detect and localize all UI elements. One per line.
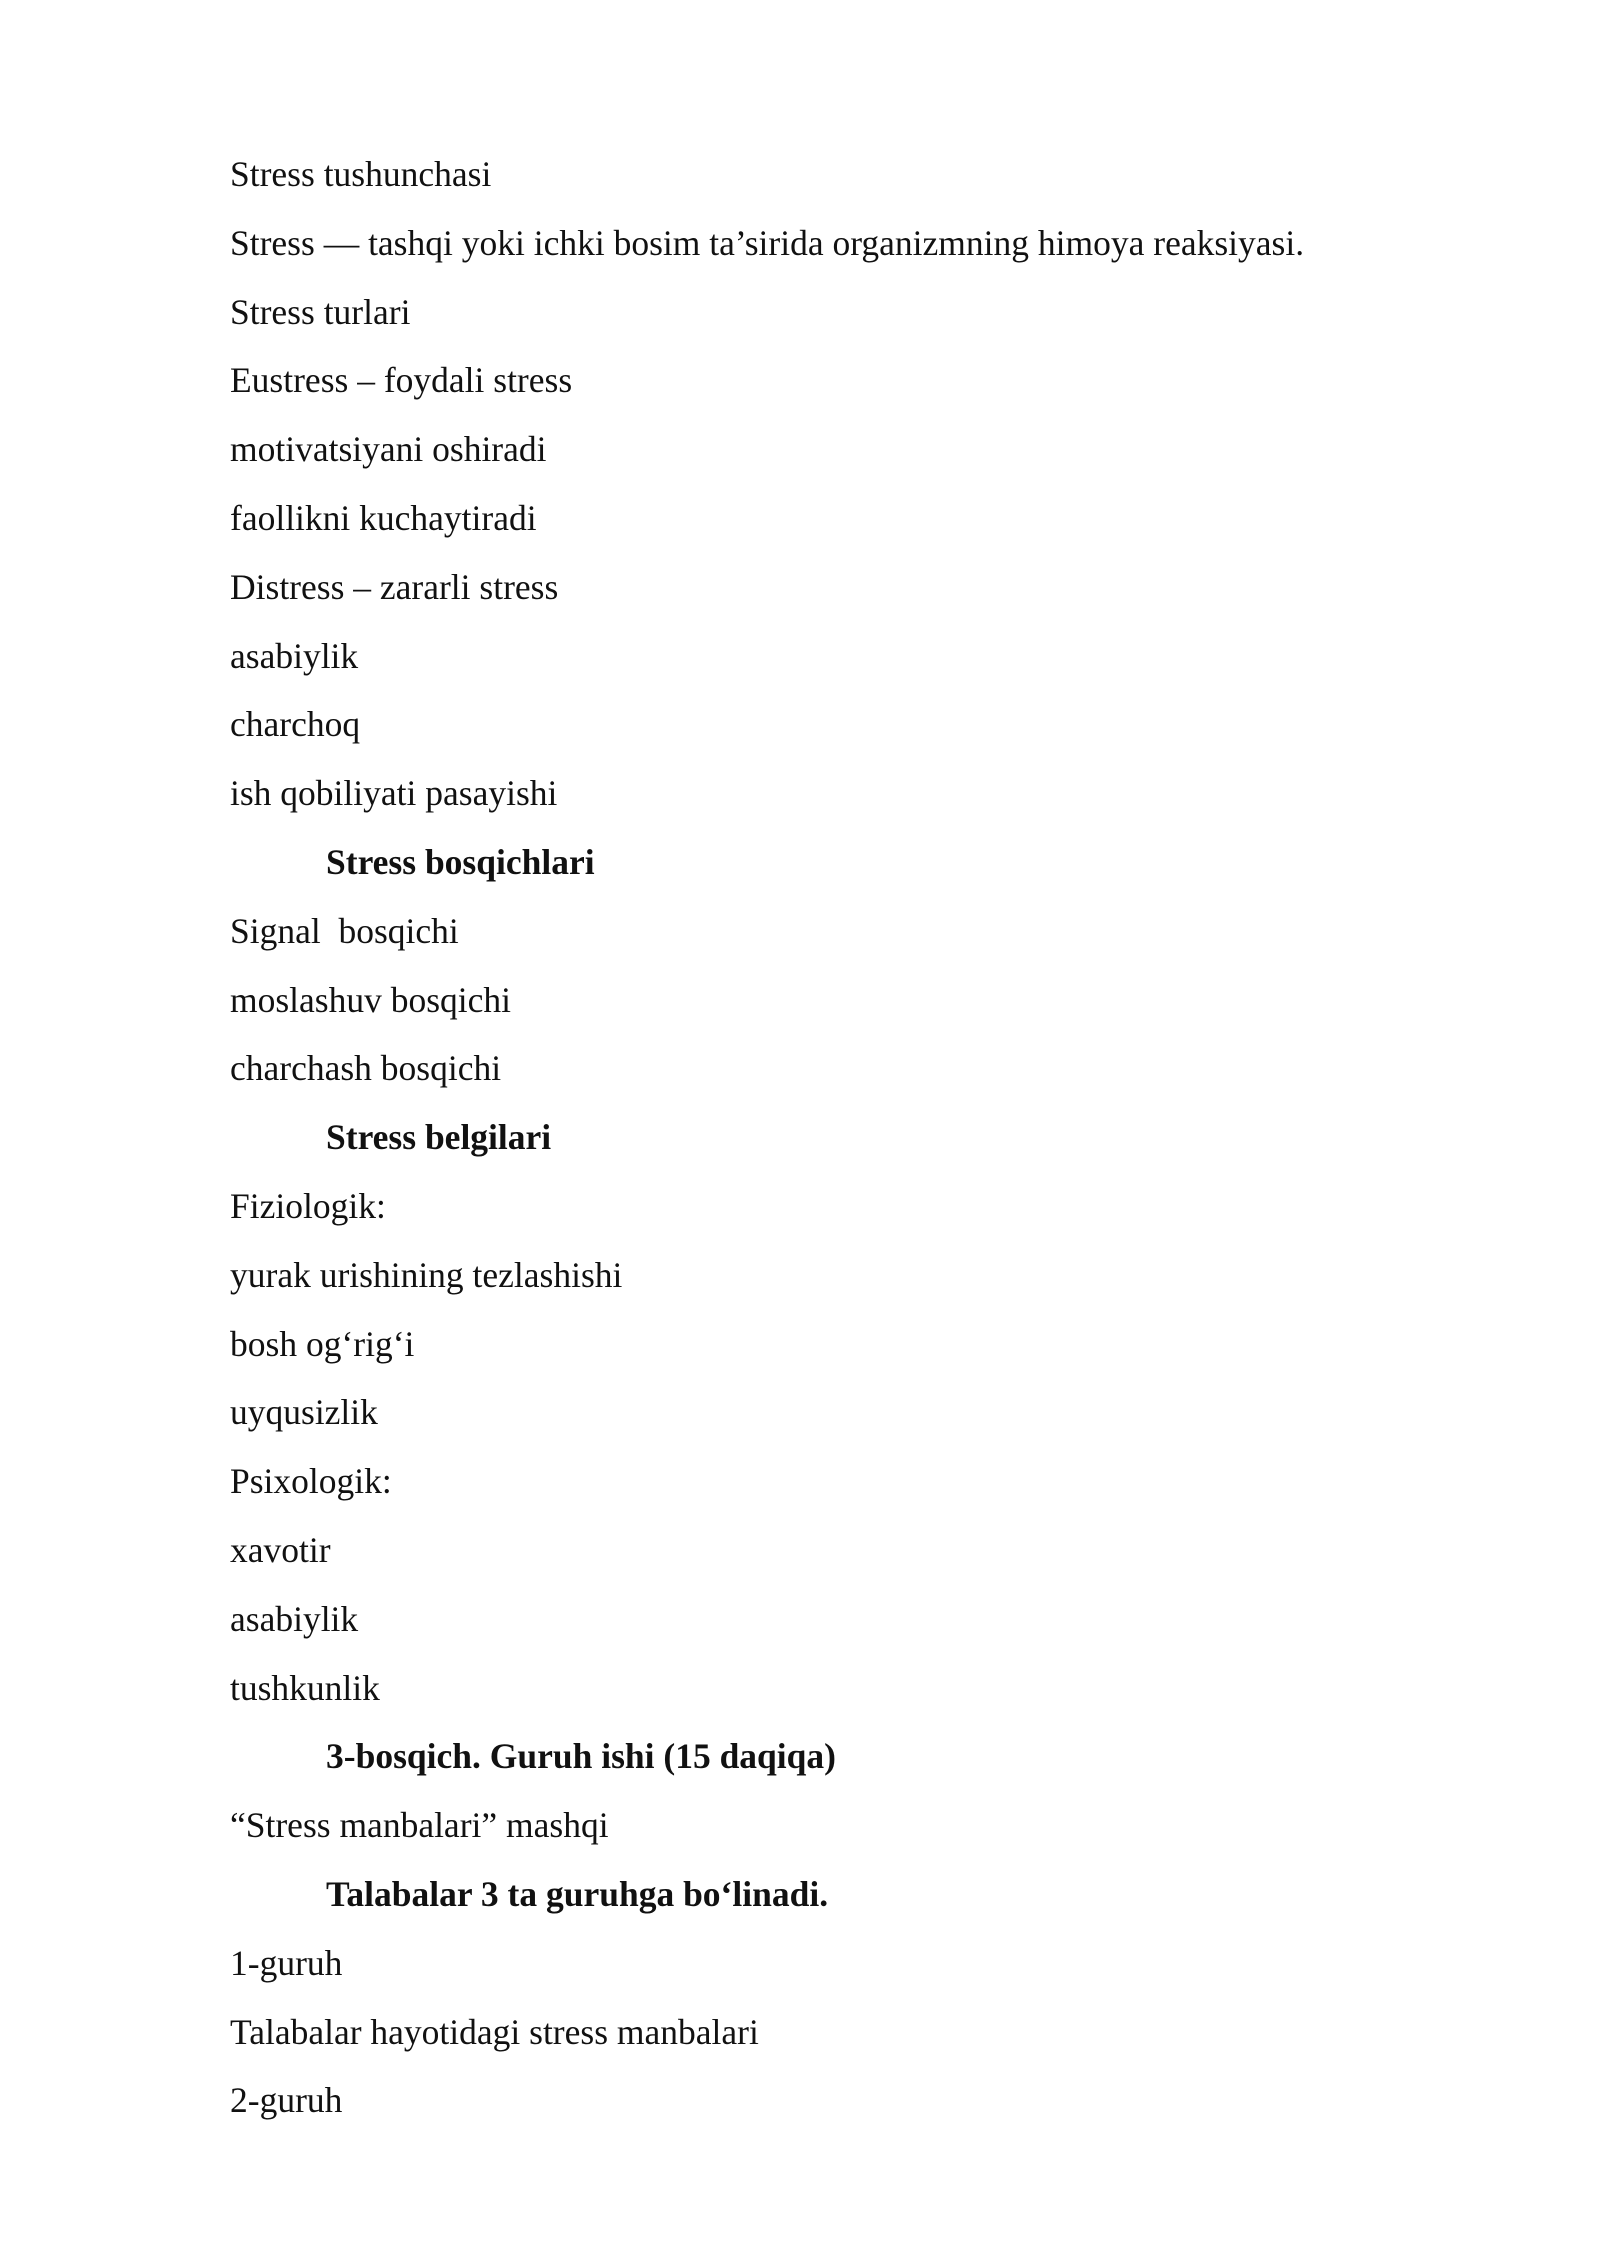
- text-line: Psixologik:: [230, 1461, 392, 1502]
- text-line: tushkunlik: [230, 1667, 380, 1708]
- text-line: Distress – zararli stress: [230, 566, 559, 607]
- text-line: Fiziologik:: [230, 1185, 386, 1226]
- text-line: faollikni kuchaytiradi: [230, 497, 537, 538]
- text-line: motivatsiyani oshiradi: [230, 429, 547, 470]
- text-line: 1-guruh: [230, 1942, 343, 1983]
- text-line: ish qobiliyati pasayishi: [230, 773, 558, 814]
- text-line: “Stress manbalari” mashqi: [230, 1805, 609, 1846]
- text-line: moslashuv bosqichi: [230, 979, 512, 1020]
- text-line: xavotir: [230, 1529, 331, 1570]
- section-heading: 3-bosqich. Guruh ishi (15 daqiqa): [326, 1736, 836, 1777]
- text-line: yurak urishining tezlashishi: [230, 1254, 623, 1295]
- section-heading: Stress belgilari: [326, 1117, 552, 1158]
- text-line: Talabalar hayotidagi stress manbalari: [230, 2011, 759, 2052]
- text-line: uyqusizlik: [230, 1392, 378, 1433]
- text-line: Stress tushunchasi: [230, 154, 492, 194]
- text-line: bosh og‘rig‘i: [230, 1323, 415, 1364]
- text-line: Signal bosqichi: [230, 910, 459, 951]
- text-line: asabiylik: [230, 635, 359, 676]
- text-line: charchoq: [230, 704, 361, 745]
- text-line: Stress turlari: [230, 291, 411, 332]
- text-line: charchash bosqichi: [230, 1048, 502, 1089]
- text-line: asabiylik: [230, 1598, 359, 1639]
- text-line: 2-guruh: [230, 2080, 343, 2121]
- section-heading: Stress bosqichlari: [326, 841, 595, 882]
- document-body: [230, 144, 1430, 2139]
- text-line: Stress — tashqi yoki ichki bosim ta’sirida organizmning himoya reaksiyasi.: [230, 222, 1305, 263]
- section-heading: Talabalar 3 ta guruhga bo‘linadi.: [326, 1873, 829, 1914]
- text-line: Eustress – foydali stress: [230, 360, 573, 401]
